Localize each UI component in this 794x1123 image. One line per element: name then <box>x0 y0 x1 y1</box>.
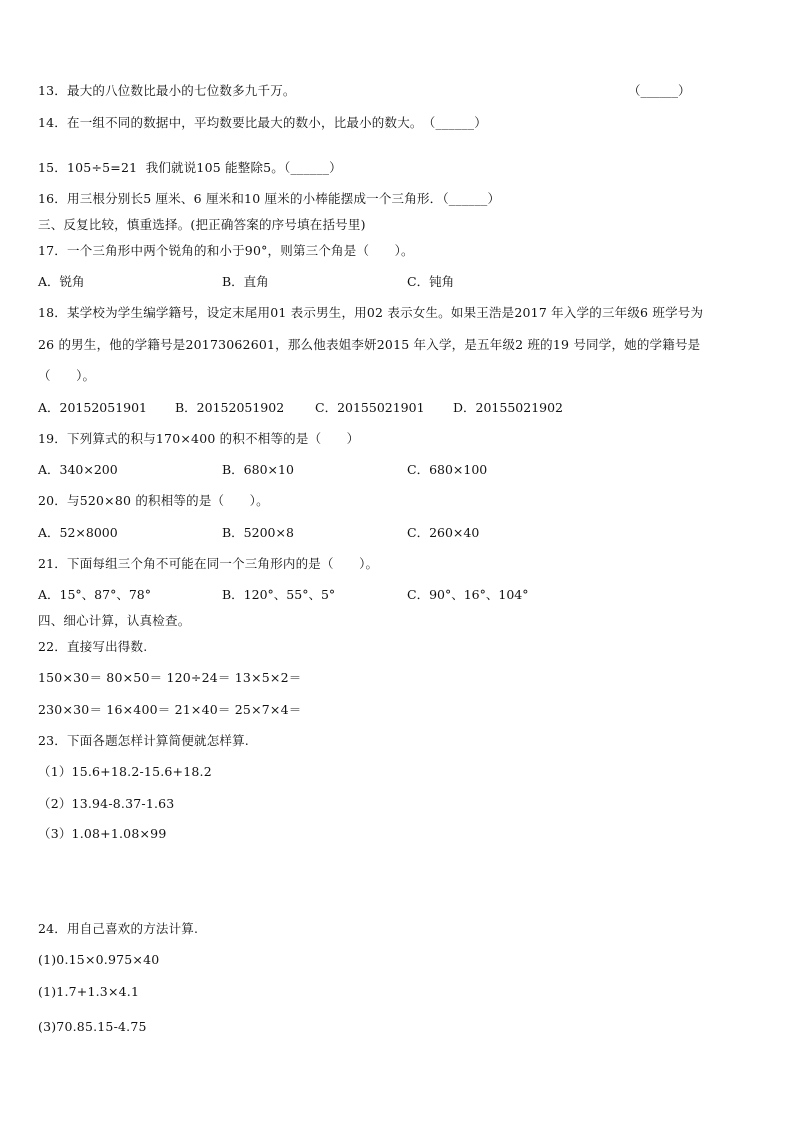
question-18-line-2: 26 的男生，他的学籍号是20173062601，那么他表姐李妍2015 年入学，是五年级2 班的19 号同学，她的学籍号是 <box>38 337 701 352</box>
q20-option-a[interactable]: A．52×8000 <box>38 525 118 540</box>
q23-item-1: （1）15.6+18.2-15.6+18.2 <box>38 764 212 779</box>
q24-item-3: (3)70.85.15-4.75 <box>38 1019 147 1034</box>
q21-option-c[interactable]: C．90°、16°、104° <box>407 587 529 602</box>
q17-option-b[interactable]: B．直角 <box>222 274 269 289</box>
q18-option-d[interactable]: D．20155021902 <box>453 400 564 415</box>
q18-option-a[interactable]: A．20152051901 <box>38 400 148 415</box>
section-4-heading: 四、细心计算，认真检查。 <box>38 613 191 628</box>
question-13: 13．最大的八位数比最小的七位数多九千万。 <box>38 83 296 98</box>
question-17: 17．一个三角形中两个锐角的和小于90°，则第三个角是（ ）。 <box>38 243 414 258</box>
q20-option-b[interactable]: B．5200×8 <box>222 525 294 540</box>
question-19: 19．下列算式的积与170×400 的积不相等的是（ ） <box>38 431 360 446</box>
q21-option-b[interactable]: B．120°、55°、5° <box>222 587 336 602</box>
q19-option-a[interactable]: A．340×200 <box>38 462 118 477</box>
answer-blank-13[interactable]: （______） <box>628 83 691 98</box>
q19-option-c[interactable]: C．680×100 <box>407 462 488 477</box>
question-22: 22．直接写出得数. <box>38 639 148 654</box>
question-16: 16．用三根分别长5 厘米、6 厘米和10 厘米的小棒能摆成一个三角形．（______） <box>38 191 501 206</box>
q18-option-b[interactable]: B．20152051902 <box>175 400 285 415</box>
q20-option-c[interactable]: C．260×40 <box>407 525 480 540</box>
q22-calc-row-1: 150×30＝ 80×50＝ 120÷24＝ 13×5×2＝ <box>38 670 302 685</box>
question-18-line-1: 18．某学校为学生编学籍号，设定末尾用01 表示男生，用02 表示女生。如果王浩是2017 年入学的三年级6 班学号为 <box>38 305 704 320</box>
q18-option-c[interactable]: C．20155021901 <box>315 400 425 415</box>
q21-option-a[interactable]: A．15°、87°、78° <box>38 587 151 602</box>
q23-item-3: （3）1.08+1.08×99 <box>38 826 167 841</box>
question-15: 15．105÷5=21 我们就说105 能整除5。（______） <box>38 160 342 175</box>
question-18-line-3: （ ）。 <box>38 368 96 383</box>
question-23: 23．下面各题怎样计算简便就怎样算. <box>38 733 249 748</box>
q19-option-b[interactable]: B．680×10 <box>222 462 294 477</box>
question-24: 24．用自己喜欢的方法计算. <box>38 921 199 936</box>
q24-item-1: (1)0.15×0.975×40 <box>38 952 160 967</box>
section-3-heading: 三、反复比较，慎重选择。(把正确答案的序号填在括号里) <box>38 217 366 232</box>
q23-item-2: （2）13.94-8.37-1.63 <box>38 796 175 811</box>
question-20: 20．与520×80 的积相等的是（ ）。 <box>38 493 269 508</box>
q24-item-2: (1)1.7+1.3×4.1 <box>38 984 140 999</box>
question-21: 21．下面每组三个角不可能在同一个三角形内的是（ ）。 <box>38 556 379 571</box>
q22-calc-row-2: 230×30＝ 16×400＝ 21×40＝ 25×7×4＝ <box>38 702 302 717</box>
q17-option-a[interactable]: A．锐角 <box>38 274 85 289</box>
question-14: 14．在一组不同的数据中，平均数要比最大的数小，比最小的数大。 （______） <box>38 115 487 130</box>
q17-option-c[interactable]: C．钝角 <box>407 274 455 289</box>
